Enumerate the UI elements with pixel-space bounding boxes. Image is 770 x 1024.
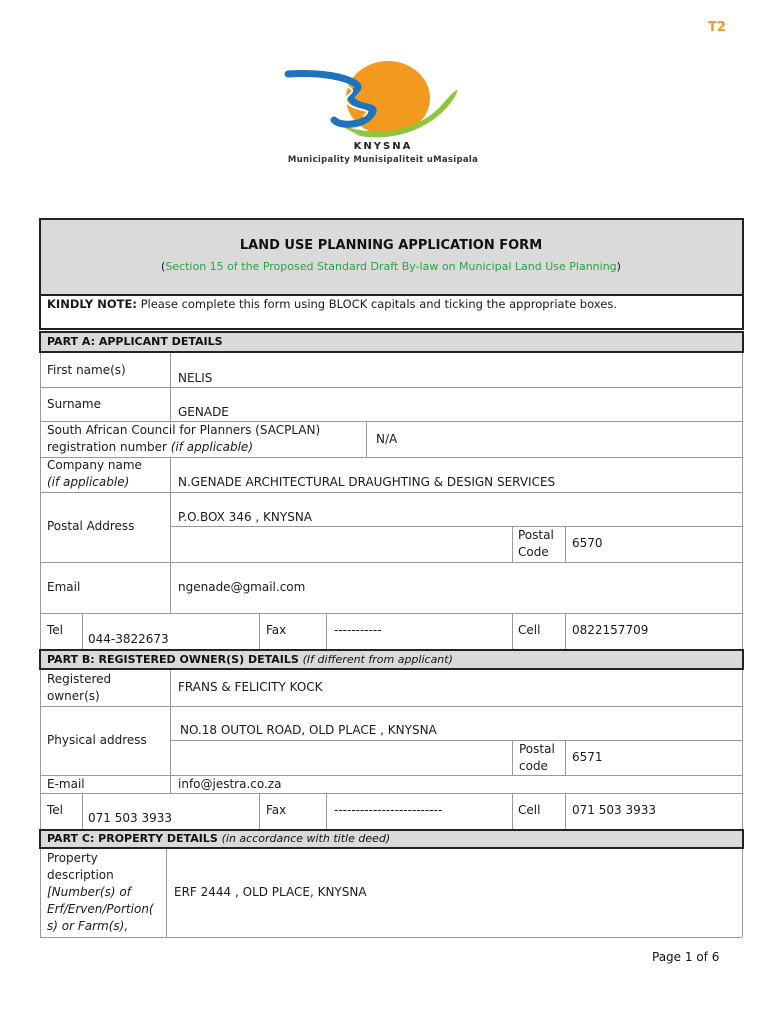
form-subtitle: (Section 15 of the Proposed Standard Draft By-law on Municipal Land Use Planning) bbox=[161, 260, 621, 273]
tel-field[interactable]: 044-3822673 bbox=[88, 632, 169, 646]
email-label: Email bbox=[47, 580, 81, 594]
owner-postal-code-label: Postal bbox=[519, 742, 555, 756]
company-label: Company name bbox=[47, 458, 142, 472]
logo-tagline: Municipality Munisipaliteit uMasipala bbox=[287, 155, 479, 165]
owner-label-2: owner(s) bbox=[47, 689, 100, 703]
surname-field[interactable]: GENADE bbox=[178, 405, 229, 419]
form-code: T2 bbox=[708, 20, 726, 35]
first-name-field[interactable]: NELIS bbox=[178, 371, 213, 385]
sacplan-label: South African Council for Planners (SACPLAN) bbox=[47, 423, 321, 437]
owner-tel-label: Tel bbox=[47, 803, 64, 817]
logo-name: KNYSNA bbox=[353, 141, 413, 152]
fax-label: Fax bbox=[266, 623, 287, 637]
owner-tel-field[interactable]: 071 503 3933 bbox=[88, 811, 172, 825]
owner-fax-label: Fax bbox=[266, 803, 287, 817]
owner-cell-label: Cell bbox=[518, 803, 541, 817]
owner-label: Registered bbox=[47, 672, 112, 686]
owner-postal-code-field[interactable]: 6571 bbox=[572, 750, 603, 764]
owner-postal-code-label-2: code bbox=[519, 759, 548, 773]
postal-code-label-2: Code bbox=[518, 545, 549, 559]
form-title: LAND USE PLANNING APPLICATION FORM bbox=[239, 238, 543, 253]
owner-email-field[interactable]: info@jestra.co.za bbox=[178, 777, 282, 791]
tel-label: Tel bbox=[47, 623, 64, 637]
postal-address-label: Postal Address bbox=[47, 519, 135, 533]
sacplan-label-2: registration number (if applicable) bbox=[47, 440, 253, 454]
postal-code-label: Postal bbox=[518, 528, 554, 542]
part-c-heading: PART C: PROPERTY DETAILS (in accordance with title deed) bbox=[47, 832, 391, 845]
knysna-emblem-icon bbox=[248, 56, 518, 144]
part-a-heading: PART A: APPLICANT DETAILS bbox=[47, 335, 223, 348]
owner-cell-field[interactable]: 071 503 3933 bbox=[572, 803, 656, 817]
physical-address-field[interactable]: NO.18 OUTOL ROAD, OLD PLACE , KNYSNA bbox=[180, 723, 437, 737]
property-desc-label-5: s) or Farm(s), bbox=[47, 919, 129, 933]
owner-field[interactable]: FRANS & FELICITY KOCK bbox=[178, 680, 323, 694]
email-field[interactable]: ngenade@gmail.com bbox=[178, 580, 306, 594]
postal-code-field[interactable]: 6570 bbox=[572, 536, 603, 550]
company-field[interactable]: N.GENADE ARCHITECTURAL DRAUGHTING & DESIGN SERVICES bbox=[178, 475, 556, 489]
kindly-note: KINDLY NOTE: Please complete this form using BLOCK capitals and ticking the appropriate boxes. bbox=[47, 297, 617, 311]
postal-address-field[interactable]: P.O.BOX 346 , KNYSNA bbox=[178, 510, 313, 524]
sacplan-field[interactable]: N/A bbox=[376, 432, 398, 446]
owner-email-label: E-mail bbox=[47, 777, 85, 791]
property-desc-label-4: Erf/Erven/Portion( bbox=[47, 902, 154, 916]
title-frame bbox=[39, 218, 744, 296]
physical-address-label: Physical address bbox=[47, 733, 147, 747]
surname-label: Surname bbox=[47, 397, 101, 411]
first-name-label: First name(s) bbox=[47, 363, 126, 377]
cell-label: Cell bbox=[518, 623, 541, 637]
part-b-heading: PART B: REGISTERED OWNER(S) DETAILS (If different from applicant) bbox=[47, 653, 453, 666]
property-desc-field[interactable]: ERF 2444 , OLD PLACE, KNYSNA bbox=[174, 885, 367, 899]
company-label-2: (if applicable) bbox=[47, 475, 130, 489]
property-desc-label-2: description bbox=[47, 868, 114, 882]
knysna-logo bbox=[248, 56, 518, 168]
property-desc-label-1: Property bbox=[47, 851, 98, 865]
page-number: Page 1 of 6 bbox=[652, 950, 720, 964]
fax-field[interactable]: ----------- bbox=[334, 623, 382, 637]
cell-field[interactable]: 0822157709 bbox=[572, 623, 649, 637]
property-desc-label-3: [Number(s) of bbox=[47, 885, 131, 899]
owner-fax-field[interactable]: ------------------------- bbox=[334, 803, 443, 817]
